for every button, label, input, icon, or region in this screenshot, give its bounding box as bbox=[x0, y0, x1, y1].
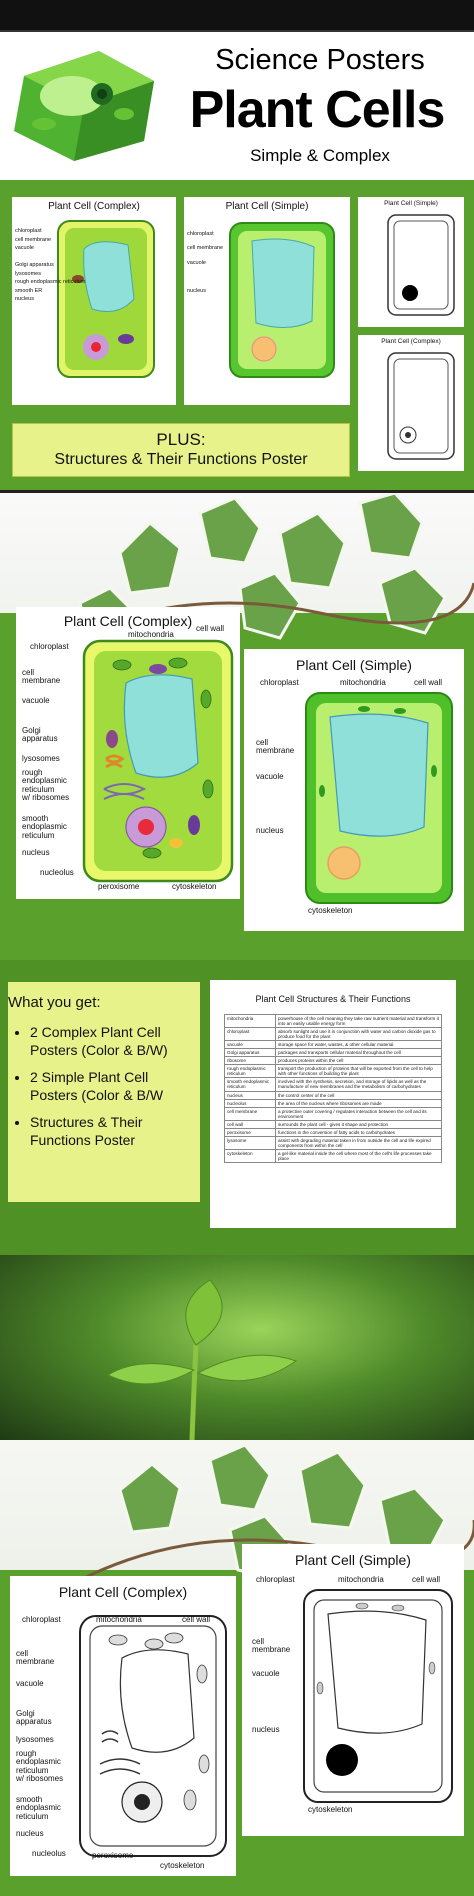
functions-table-row bbox=[225, 1078, 442, 1091]
functions-table-function: absorb sunlight and use it in conjunction with water and carbon dioxide gas to produce food for the plant bbox=[276, 1028, 442, 1041]
preview-simple-bw bbox=[358, 197, 464, 327]
bw-label-golgi: Golgi apparatus bbox=[16, 1709, 52, 1727]
header-top-bar bbox=[0, 0, 474, 30]
functions-table-row bbox=[225, 1107, 442, 1120]
functions-table-structure: chloroplast bbox=[225, 1028, 276, 1041]
simple-label-chloroplast: chloroplast bbox=[260, 678, 299, 687]
plus-banner-line2: Structures & Their Functions Poster bbox=[54, 451, 308, 468]
functions-table-row bbox=[225, 1149, 442, 1162]
functions-table-structure: rough endoplasmic reticulum bbox=[225, 1065, 276, 1078]
bw-label-smooth-er: smooth endoplasmic reticulum bbox=[16, 1795, 61, 1821]
functions-table-structure: cell membrane bbox=[225, 1107, 276, 1120]
functions-table-structure: nucleolus bbox=[225, 1099, 276, 1107]
functions-table-structure: cell wall bbox=[225, 1120, 276, 1128]
functions-table-function: surrounds the plant cell - gives it shape and protection bbox=[276, 1120, 442, 1128]
header-top-title: Science Posters bbox=[215, 44, 425, 76]
what-you-get-section bbox=[0, 960, 474, 1255]
functions-poster-title: Plant Cell Structures & Their Functions bbox=[255, 994, 411, 1004]
simple-label-mitochondria: mitochondria bbox=[340, 678, 386, 687]
functions-table-structure: vacuole bbox=[225, 1041, 276, 1049]
complex-bw-poster-title: Plant Cell (Complex) bbox=[58, 1584, 188, 1600]
simple-poster-title: Plant Cell (Simple) bbox=[296, 657, 412, 673]
preview-simple-cell bbox=[228, 221, 336, 379]
label-nucleolus: nucleolus bbox=[40, 868, 74, 877]
functions-table-row bbox=[225, 1041, 442, 1049]
complex-bw-poster bbox=[10, 1576, 236, 1876]
label-golgi: Golgi apparatus bbox=[22, 726, 58, 744]
simple-bw-cell bbox=[302, 1588, 454, 1804]
bw-label-mitochondria: mitochondria bbox=[96, 1615, 142, 1624]
preview-simple-bw-title: Plant Cell (Simple) bbox=[384, 200, 438, 207]
simple-label-cell-membrane: cell membrane bbox=[256, 738, 295, 756]
preview-simple-title: Plant Cell (Simple) bbox=[225, 201, 309, 212]
bw-simple-label-chloroplast: chloroplast bbox=[256, 1575, 295, 1584]
preview-simple-bw-cell bbox=[386, 213, 456, 317]
complex-poster-title: Plant Cell (Complex) bbox=[63, 613, 193, 629]
simple-color-poster bbox=[244, 649, 464, 931]
functions-table-function: a protective outer covering / regulates interaction between the cell and its environment bbox=[276, 1107, 442, 1120]
plant-cell-3d-illustration bbox=[4, 36, 164, 166]
bw-label-cell-membrane: cell membrane bbox=[16, 1649, 55, 1667]
functions-table-row bbox=[225, 1128, 442, 1136]
functions-table-row bbox=[225, 1015, 442, 1028]
label-lysosomes: lysosomes bbox=[22, 754, 60, 763]
seedling-image bbox=[100, 1275, 300, 1440]
simple-bw-poster-title: Plant Cell (Simple) bbox=[295, 1552, 411, 1568]
functions-table-function: functions in the conversion of fatty acids to carbohydrates bbox=[276, 1128, 442, 1136]
label-rough-er: rough endoplasmic reticulum w/ ribosomes bbox=[22, 768, 70, 803]
functions-table-structure: mitochondria bbox=[225, 1015, 276, 1028]
functions-table-row bbox=[225, 1099, 442, 1107]
functions-table-row bbox=[225, 1057, 442, 1065]
plus-banner bbox=[12, 423, 350, 477]
label-nucleus: nucleus bbox=[22, 848, 50, 857]
functions-table-function: assist with degrading material taken in from outside the cell and life expired components from within the cell bbox=[276, 1136, 442, 1149]
simple-label-nucleus: nucleus bbox=[256, 826, 284, 835]
simple-label-vacuole: vacuole bbox=[256, 772, 284, 781]
label-mitochondria: mitochondria bbox=[128, 630, 174, 639]
simple-label-cytoskeleton: cytoskeleton bbox=[308, 906, 353, 915]
preview-simple-color bbox=[184, 197, 350, 405]
preview-simple-labels: chloroplast cell membrane vacuole nucleus bbox=[187, 231, 224, 295]
functions-table-function: packages and transports cellular material throughout the cell bbox=[276, 1049, 442, 1057]
bw-label-rough-er: rough endoplasmic reticulum w/ ribosomes bbox=[16, 1749, 64, 1784]
what-you-get-list bbox=[8, 1024, 196, 1149]
bw-label-vacuole: vacuole bbox=[16, 1679, 44, 1688]
bw-label-nucleus: nucleus bbox=[16, 1829, 44, 1838]
functions-table-function: powerhouse of the cell meaning they take raw nutrient material and transform it into an easily usable energy form bbox=[276, 1015, 442, 1028]
preview-complex-color bbox=[12, 197, 176, 405]
functions-table-wrap bbox=[224, 1014, 442, 1163]
header-main-title: Plant Cells bbox=[189, 81, 445, 139]
functions-table-function: involved with the synthesis, secretion, and storage of lipids as well as the manufacture of new membranes and the metabolism of carbohydrates bbox=[276, 1078, 442, 1091]
functions-table-structure: cytoskeleton bbox=[225, 1149, 276, 1162]
preview-complex-bw-cell bbox=[386, 351, 456, 461]
bw-label-chloroplast: chloroplast bbox=[22, 1615, 61, 1624]
what-you-get-item: • 2 Complex Plant Cell Posters (Color & B/W) bbox=[30, 1024, 196, 1059]
bw-simple-label-cell-wall: cell wall bbox=[412, 1575, 441, 1584]
functions-table-structure: ribosome bbox=[225, 1057, 276, 1065]
functions-table-function: storage space for water, wastes, & other cellular material bbox=[276, 1041, 442, 1049]
functions-table-row bbox=[225, 1136, 442, 1149]
seedling-image-section bbox=[0, 1255, 474, 1440]
simple-label-cell-wall: cell wall bbox=[414, 678, 443, 687]
complex-color-cell bbox=[82, 639, 234, 883]
what-you-get-panel bbox=[8, 982, 200, 1202]
header-section bbox=[0, 0, 474, 180]
functions-table bbox=[224, 1014, 442, 1163]
header-subtitle: Simple & Complex bbox=[250, 146, 390, 165]
functions-table-row bbox=[225, 1065, 442, 1078]
preview-complex-title: Plant Cell (Complex) bbox=[48, 201, 140, 212]
label-cell-wall: cell wall bbox=[196, 624, 225, 633]
complex-color-poster bbox=[16, 607, 240, 899]
color-posters-section bbox=[0, 493, 474, 960]
complex-bw-cell bbox=[78, 1614, 228, 1858]
bw-simple-label-vacuole: vacuole bbox=[252, 1669, 280, 1678]
functions-table-structure: peroxisome bbox=[225, 1128, 276, 1136]
functions-table-function: transport the production of proteins that will be exported from the cell to help with other functions of building the plant bbox=[276, 1065, 442, 1078]
bw-label-cell-wall: cell wall bbox=[182, 1615, 211, 1624]
functions-table-function: a gel-like material inside the cell where most of the cell's life processes take place bbox=[276, 1149, 442, 1162]
bw-label-peroxisome: peroxisome bbox=[92, 1851, 134, 1860]
plus-banner-line1: PLUS: bbox=[156, 430, 206, 449]
functions-table-structure: lysosome bbox=[225, 1136, 276, 1149]
bw-label-lysosomes: lysosomes bbox=[16, 1735, 54, 1744]
bw-simple-label-mitochondria: mitochondria bbox=[338, 1575, 384, 1584]
label-chloroplast: chloroplast bbox=[30, 642, 69, 651]
bw-simple-label-cell-membrane: cell membrane bbox=[252, 1637, 291, 1655]
functions-table-function: produces proteins within the cell bbox=[276, 1057, 442, 1065]
functions-table-structure: nucleus bbox=[225, 1091, 276, 1099]
label-vacuole: vacuole bbox=[22, 696, 50, 705]
preview-section bbox=[0, 183, 474, 493]
functions-table-structure: smooth endoplasmic reticulum bbox=[225, 1078, 276, 1091]
functions-table-function: the control center of the cell bbox=[276, 1091, 442, 1099]
bw-label-nucleolus: nucleolus bbox=[32, 1849, 66, 1858]
functions-table-row bbox=[225, 1028, 442, 1041]
bw-simple-label-nucleus: nucleus bbox=[252, 1725, 280, 1734]
bw-label-cytoskeleton: cytoskeleton bbox=[160, 1861, 205, 1870]
functions-table-structure: Golgi apparatus bbox=[225, 1049, 276, 1057]
bw-simple-label-cytoskeleton: cytoskeleton bbox=[308, 1805, 353, 1814]
bw-posters-section bbox=[0, 1440, 474, 1896]
what-you-get-item: • Structures & Their Functions Poster bbox=[30, 1114, 196, 1149]
functions-table-function: the area of the nucleus where ribosomes are made bbox=[276, 1099, 442, 1107]
functions-table-row bbox=[225, 1120, 442, 1128]
simple-color-cell bbox=[304, 691, 454, 905]
label-peroxisome: peroxisome bbox=[98, 882, 140, 891]
functions-table-row bbox=[225, 1049, 442, 1057]
preview-complex-bw-title: Plant Cell (Complex) bbox=[381, 338, 441, 345]
preview-complex-labels: chloroplast cell membrane vacuole Golgi apparatus lysosomes rough endoplasmic reticulum smooth ER nucleus bbox=[15, 228, 86, 303]
label-smooth-er: smooth endoplasmic reticulum bbox=[22, 814, 67, 840]
what-you-get-heading: What you get: bbox=[8, 994, 101, 1011]
label-cytoskeleton: cytoskeleton bbox=[172, 882, 217, 891]
what-you-get-item: • 2 Simple Plant Cell Posters (Color & B/W bbox=[30, 1069, 196, 1104]
simple-bw-poster bbox=[242, 1544, 464, 1836]
functions-table-row bbox=[225, 1091, 442, 1099]
preview-complex-bw bbox=[358, 335, 464, 471]
functions-poster bbox=[210, 980, 456, 1228]
label-cell-membrane: cell membrane bbox=[22, 668, 61, 686]
